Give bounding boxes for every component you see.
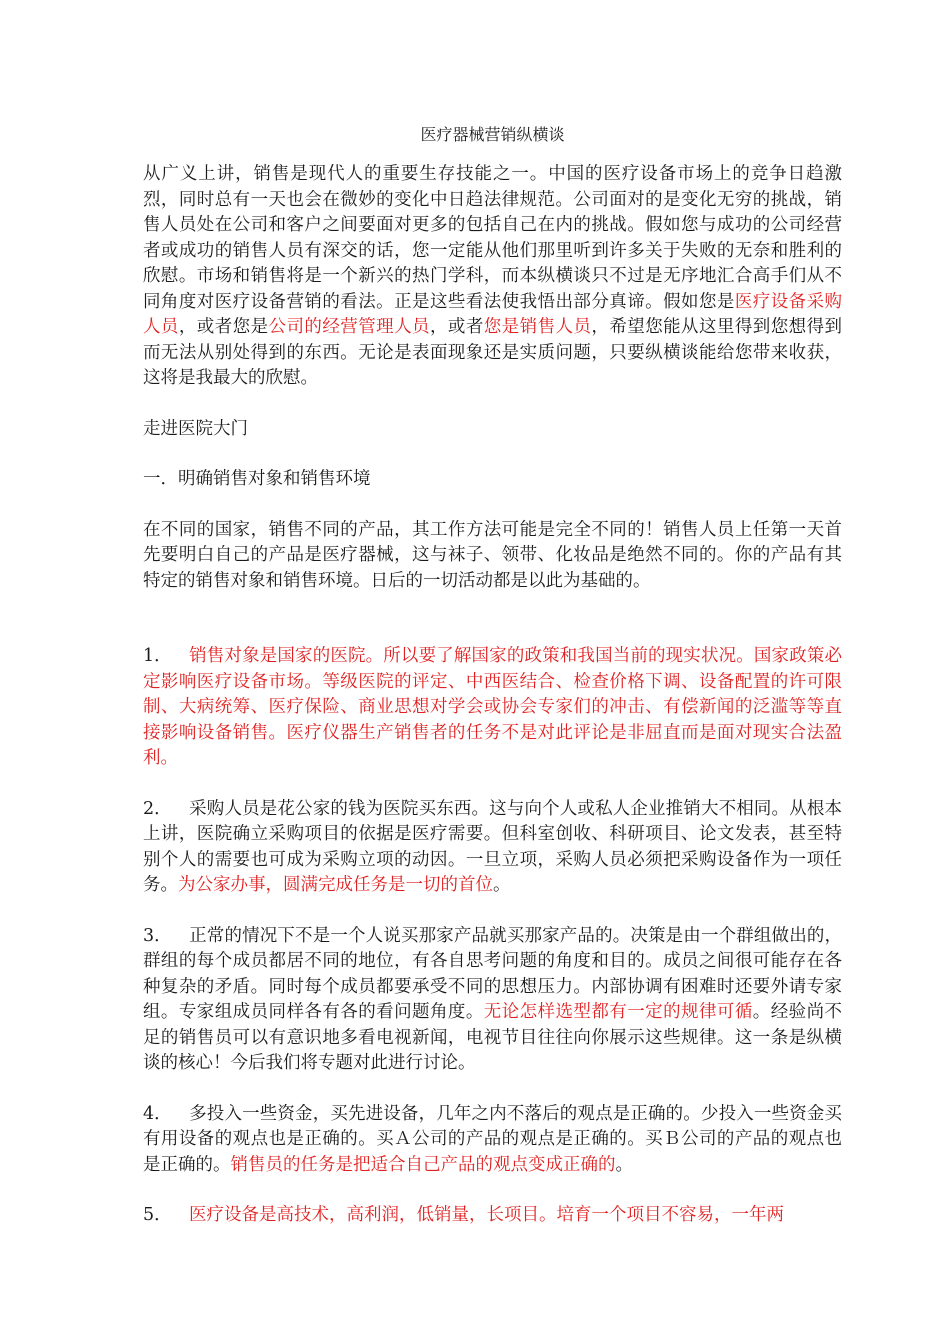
list-item-highlight: 为公家办事，圆满完成任务是一切的首位: [178, 875, 493, 895]
intro-text-1: 从广义上讲，销售是现代人的重要生存技能之一。中国的医疗设备市场上的竞争日趋激烈，同时总有一天也会在微妙的变化中日趋法律规范。公司面对的是变化无穷的挑战，销售人员处在公司和客户之间要面对更多的包括自己在内的挑战。假如您与成功的公司经营者或成功的销售人员有深交的话，您一定能从他们那里听到许多关于失败的无奈和胜利的欣慰。市场和销售将是一个新兴的热门学科，而本纵横谈只不过是无序地汇合高手们从不同角度对医疗设备营销的看法。正是这些看法使我悟出部分真谛。假如您是: [143, 164, 842, 312]
intro-highlight-manager: 公司的经营管理人员: [268, 317, 430, 337]
intro-highlight-purchaser: 医疗设备采购人员: [143, 291, 842, 337]
list-item-highlight: 销售对象是国家的医院。所以要了解国家的政策和我国当前的现实状况。国家政策必定影响医疗设备市场。等级医院的评定、中西医结合、检查价格下调、设备配置的许可限制、大病统筹、医疗保险、商业思想对学会或协会专家们的冲击、有偿新闻的泛滥等等直接影响设备销售。医疗仪器生产销售者的任务不是对此评论是非屈直而是面对现实合法盈利。: [143, 646, 842, 768]
sub-heading: 一．明确销售对象和销售环境: [143, 469, 371, 489]
list-item-4: [143, 1102, 842, 1179]
list-item-highlight: 医疗设备是高技术，高利润，低销量，长项目。培育一个项目不容易，一年两: [189, 1205, 784, 1225]
list-item-2: [143, 797, 842, 899]
list-item-highlight: 无论怎样选型都有一定的规律可循: [483, 1002, 753, 1022]
list-item-3: [143, 924, 842, 1077]
list-item-number: 2．: [143, 798, 172, 819]
list-item-text: 采购人员是花公家的钱为医院买东西。这与向个人或私人企业推销大不相同。从根本上讲，医院确立采购项目的依据是医疗需要。但科室创收、科研项目、论文发表，甚至特别个人的需要也可成为采购立项的动因。一旦立项，采购人员必须把采购设备作为一项任务。: [143, 798, 842, 895]
intro-text-2: ，或者您是: [178, 317, 269, 337]
intro-paragraph: [143, 162, 842, 392]
list-item-text-end: 。: [493, 875, 511, 895]
list-item-5: [143, 1203, 842, 1229]
list-item-text-end: 。: [615, 1154, 633, 1175]
document-title: 医疗器械营销纵横谈: [420, 125, 565, 144]
list-item-number: 1．: [143, 646, 172, 666]
environment-paragraph: 在不同的国家，销售不同的产品，其工作方法可能是完全不同的！销售人员上任第一天首先要明白自己的产品是医疗器械，这与袜子、领带、化妆品是绝然不同的。你的产品有其特定的销售对象和销售环境。日后的一切活动都是以此为基础的。: [143, 519, 842, 591]
intro-text-4: ，希望您能从这里得到您想得到而无法从别处得到的东西。无论是表面现象还是实质问题，只要纵横谈能给您带来收获，这将是我最大的欣慰。: [143, 317, 843, 388]
intro-text-3: ，或者: [429, 317, 484, 337]
list-item-text: 多投入一些资金，买先进设备，几年之内不落后的观点是正确的。少投入一些资金买有用设备的观点也是正确的。买Ａ公司的产品的观点是正确的。买Ｂ公司的产品的观点也是正确的。: [143, 1103, 842, 1175]
list-item-number: 3．: [143, 925, 172, 946]
list-item-1: [143, 644, 842, 772]
list-item-highlight: 销售员的任务是把适合自己产品的观点变成正确的: [230, 1154, 616, 1175]
intro-highlight-sales: 您是销售人员: [483, 317, 592, 337]
list-item-number: 4．: [143, 1103, 172, 1124]
section-heading: 走进医院大门: [143, 418, 248, 439]
list-item-text: 正常的情况下不是一个人说买那家产品就买那家产品的。决策是由一个群组做出的，群组的每个成员都居不同的地位，有各自思考问题的角度和目的。成员之间很可能存在各种复杂的矛盾。同时每个成员都要承受不同的思想压力。内部协调有困难时还要外请专家组。专家组成员同样各有各的看问题角度。: [143, 925, 842, 1022]
list-item-text-end: 。经验尚不足的销售员可以有意识地多看电视新闻，电视节目往往向你展示这些规律。这一条是纵横谈的核心！今后我们将专题对此进行讨论。: [143, 1002, 843, 1073]
list-item-number: 5．: [143, 1205, 172, 1225]
